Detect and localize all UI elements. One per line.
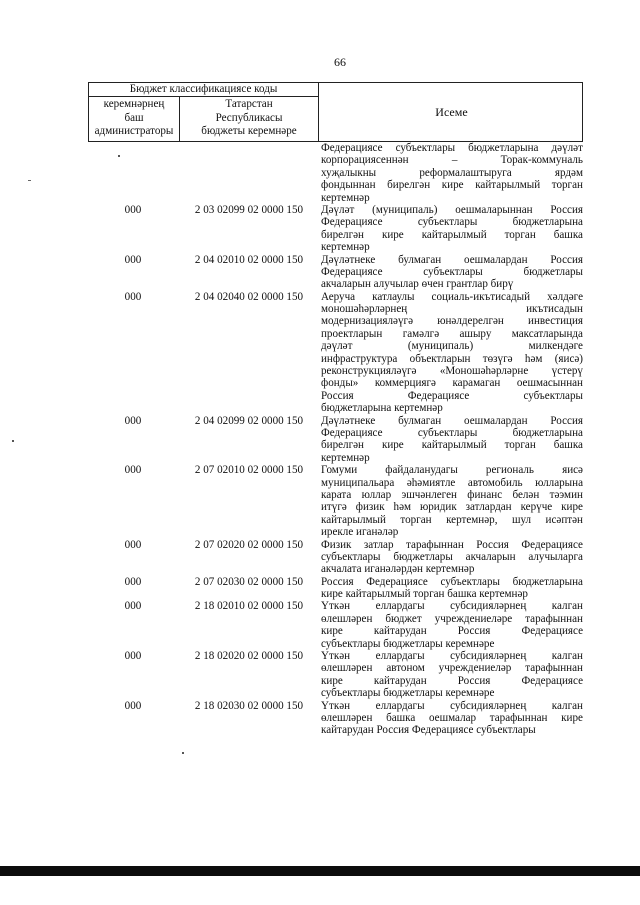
table-body	[88, 142, 583, 737]
name-line: Физик затлар тарафыннан Россия Федерациясе	[321, 538, 583, 551]
header-revenue-column	[180, 97, 319, 142]
header-revenue-line: Татарстан	[225, 98, 273, 110]
header-admin-line: баш	[124, 111, 144, 124]
name-line: инфраструктура объектларын төзүгә һәм (яисә)	[321, 352, 583, 365]
name-line: фонды» коммерциягә карамаган оешмасыннан	[321, 377, 583, 390]
table-row	[88, 539, 583, 576]
name-line: кайтарылмый торган кертемнәр, шул исәптән	[321, 513, 583, 526]
name-line: корпорациясеннән – Торак-коммуналь	[321, 154, 583, 167]
table-row	[88, 464, 583, 538]
name-line: фондыннан бирелгән кире кайтарылмый торган	[321, 179, 583, 192]
name-line: субъектлары бюджетлары керемнәре	[321, 637, 495, 650]
name-cell	[321, 539, 583, 576]
name-line: өлешләрен автоном учреждениеләр тарафыннан	[321, 662, 583, 675]
table-row	[88, 600, 583, 650]
scan-speck	[118, 155, 120, 157]
name-line: Федерациясе субъектлары бюджетларына	[321, 426, 583, 439]
name-line: Дәүләтнеке булмаган оешмалардан Россия	[321, 253, 583, 266]
name-line: өлешләрен башка оешмалар тарафыннан кире	[321, 711, 583, 724]
header-name-column: Исеме	[435, 104, 468, 119]
name-line: Федерациясе субъектлары бюджетлары	[321, 265, 583, 278]
name-line: карата юллар эшчәнлеген финанс белән тәэмин	[321, 488, 583, 501]
revenue-code-cell: 2 07 02020 02 0000 150	[194, 538, 304, 551]
scan-speck	[182, 752, 184, 754]
name-line: кире кайтарылмый торган башка кертемнәр	[321, 588, 528, 601]
header-revenue-line: бюджеты керемнәре	[201, 125, 297, 137]
name-line: кайтарудан Россия Федерациясе субъектлары	[321, 724, 536, 737]
scan-speck	[12, 440, 14, 442]
revenue-code-cell: 2 18 02020 02 0000 150	[194, 650, 304, 663]
name-line: проектларын гамәлгә ашыру максатларында	[321, 327, 583, 340]
admin-code-cell: 000	[124, 203, 142, 216]
name-line: кире кайтарудан Россия Федерациясе	[321, 674, 583, 687]
name-line: кертемнәр	[321, 241, 370, 254]
admin-code-cell: 000	[124, 575, 142, 588]
table-row	[88, 142, 583, 204]
revenue-code-cell: 2 07 02010 02 0000 150	[194, 464, 304, 477]
admin-code-cell: 000	[124, 699, 142, 712]
header-admin-column	[89, 97, 180, 142]
name-line: Үткән еллардагы субсидияләрнең калган	[321, 600, 583, 613]
admin-code-cell: 000	[124, 650, 142, 663]
header-admin-line: администраторы	[94, 125, 174, 137]
name-line: Россия Федерациясе субъектлары бюджетларына	[321, 575, 583, 588]
name-line: кертемнәр	[321, 191, 370, 204]
admin-code-cell: 000	[124, 538, 142, 551]
table-row	[88, 204, 583, 254]
name-cell	[321, 254, 583, 291]
revenue-code-cell: 2 18 02010 02 0000 150	[194, 600, 304, 613]
name-line: Үткән еллардагы субсидияләрнең калган	[321, 699, 583, 712]
name-line: бюджетларына кертемнәр	[321, 402, 443, 415]
admin-code-cell: 000	[124, 600, 142, 613]
name-cell	[321, 142, 583, 204]
table-row	[88, 700, 583, 737]
name-line: Россия Федерациясе субъектлары	[321, 389, 583, 402]
name-line: модернизацияләүгә юнәлдерелгән инвестиция	[321, 315, 583, 328]
name-cell	[321, 700, 583, 737]
name-line: бирелгән кире кайтарылмый торган башка	[321, 228, 583, 241]
name-line: субъектлары бюджетлары акчаларын алучыларга	[321, 550, 583, 563]
header-admin-line: керемнәрнең	[103, 98, 165, 110]
name-cell	[321, 650, 583, 700]
name-line: Үткән еллардагы субсидияләрнең калган	[321, 650, 583, 663]
name-cell	[321, 415, 583, 465]
table-row	[88, 650, 583, 700]
revenue-code-cell: 2 04 02040 02 0000 150	[194, 290, 304, 303]
table-row	[88, 254, 583, 291]
name-cell	[321, 464, 583, 538]
name-line: хуҗалыкны реформалаштыруга ярдәм	[321, 166, 583, 179]
revenue-code-cell: 2 18 02030 02 0000 150	[194, 699, 304, 712]
header-group-title: Бюджет классификациясе коды	[89, 83, 319, 97]
page-number: 66	[334, 55, 346, 69]
name-line: бирелгән кире кайтарылмый торган башка	[321, 439, 583, 452]
name-line: акчаларын алучылар өчен грантлар бирү	[321, 278, 514, 291]
admin-code-cell: 000	[124, 290, 142, 303]
name-line: акчалата иганәләрдән кертемнәр	[321, 563, 475, 576]
name-line: кертемнәр	[321, 451, 370, 464]
revenue-code-cell: 2 04 02099 02 0000 150	[194, 414, 304, 427]
name-cell	[321, 204, 583, 254]
table-row	[88, 291, 583, 415]
name-line: Аеруча катлаулы социаль-икътисадый хәлдәге	[321, 290, 583, 303]
header-revenue-line: Республикасы	[215, 111, 283, 124]
admin-code-cell: 000	[124, 253, 142, 266]
revenue-code-cell: 2 07 02030 02 0000 150	[194, 575, 304, 588]
name-cell	[321, 600, 583, 650]
scan-mark	[28, 180, 31, 181]
name-line: Дәүләтнеке булмаган оешмалардан Россия	[321, 414, 583, 427]
name-line: кире кайтарудан Россия Федерациясе	[321, 625, 583, 638]
table-row	[88, 576, 583, 601]
name-cell	[321, 291, 583, 415]
name-line: өлешләрен бюджет учреждениеләре тарафыннан	[321, 612, 583, 625]
revenue-code-cell: 2 03 02099 02 0000 150	[194, 203, 304, 216]
scan-edge-bar	[0, 866, 640, 876]
name-line: Федерациясе субъектлары бюджетларына	[321, 216, 583, 229]
name-line: итүгә физик һәм юридик затлардан керүче кире	[321, 501, 583, 514]
name-line: Федерациясе субъектлары бюджетларына дәүләт	[321, 142, 583, 154]
revenue-code-cell: 2 04 02010 02 0000 150	[194, 253, 304, 266]
table-header	[88, 82, 583, 142]
name-line: Дәүләт (муниципаль) оешмаларыннан Россия	[321, 203, 583, 216]
table-row	[88, 415, 583, 465]
name-line: субъектлары бюджетлары керемнәре	[321, 687, 495, 700]
name-line: Гомуми файдаланудагы региональ яисә	[321, 464, 583, 477]
admin-code-cell: 000	[124, 414, 142, 427]
name-line: реконструкцияләүгә «Моношәһәрләрне үстерү	[321, 365, 583, 378]
name-line: моношәһәрләрнең икътисадын	[321, 303, 583, 316]
name-line: муниципальара әһәмиятле автомобиль юлларына	[321, 476, 583, 489]
budget-classification-table	[88, 82, 583, 737]
admin-code-cell: 000	[124, 464, 142, 477]
name-cell	[321, 576, 583, 601]
name-line: дәүләт (муниципаль) милкендәге	[321, 340, 583, 353]
name-line: ирекле иганәләр	[321, 526, 399, 539]
